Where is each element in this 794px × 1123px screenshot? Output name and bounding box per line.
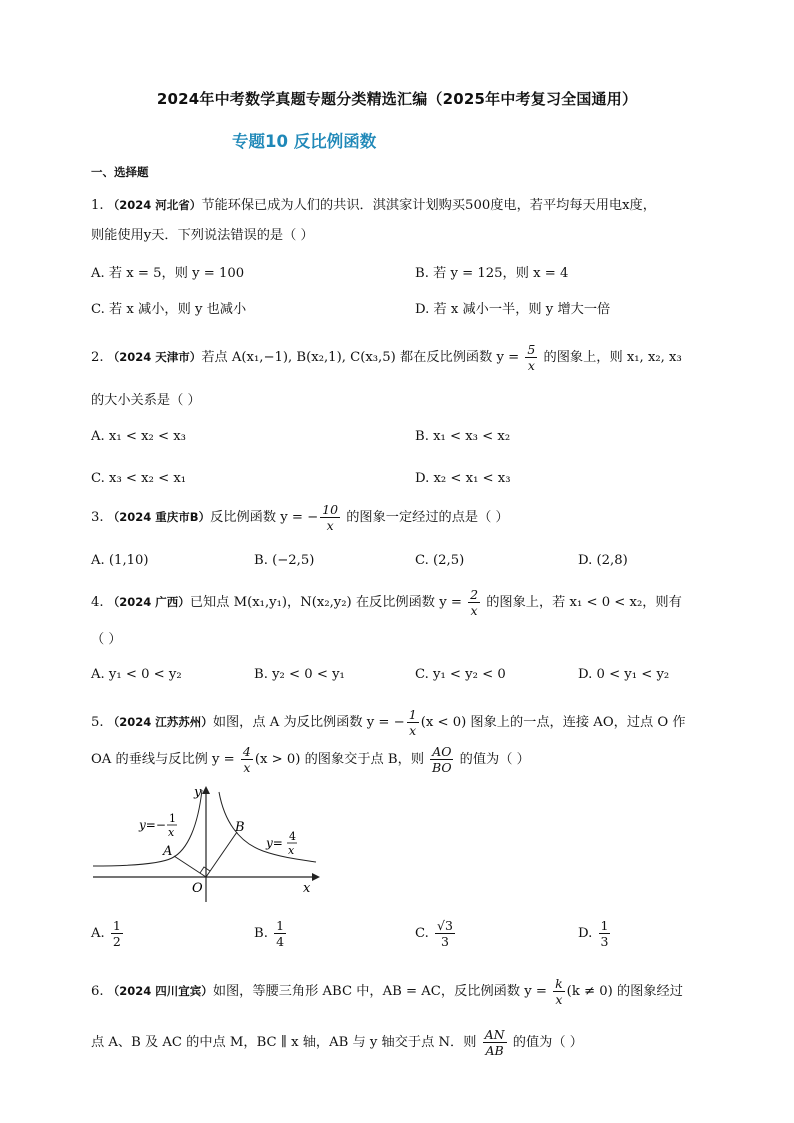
fraction [599,918,611,949]
fraction-denominator: x [470,603,478,618]
left-curve-frac-den: x [168,826,175,839]
q2-option-a[interactable]: A. x₁ < x₂ < x₃ [91,429,186,444]
right-curve-frac-den: x [288,844,295,857]
segment-OA [174,856,206,877]
fraction-numerator: 1 [600,918,609,933]
q1-option-a[interactable]: A. 若 x = 5，则 y = 100 [91,266,245,281]
question-6-line-1 [91,976,683,1007]
x-axis-label: x [303,881,311,896]
question-5-line-1 [91,707,686,738]
fraction [483,1027,507,1058]
question-source: （2024 江苏苏州） [107,715,213,729]
q3-option-a[interactable]: A. (1,10) [91,553,149,568]
fraction [111,918,123,949]
question-source: （2024 重庆市B） [107,510,211,524]
question-text: 点 A、B 及 AC 的中点 M，BC ∥ x 轴，AB 与 y 轴交于点 N．则 [91,1035,481,1050]
question-source: （2024 天津市） [107,350,202,364]
fraction-denominator: 4 [276,934,285,949]
question-source: （2024 广西） [107,595,190,609]
fraction-denominator: 3 [600,934,609,949]
q2-option-b[interactable]: B. x₁ < x₃ < x₂ [415,429,511,444]
q3-option-d[interactable]: D. (2,8) [578,553,628,568]
q3-option-b[interactable]: B. (−2,5) [254,553,315,568]
q1-option-d[interactable]: D. 若 x 减小一半，则 y 增大一倍 [415,302,611,317]
fraction-denominator: x [243,760,251,775]
question-text: 的图象一定经过的点是（ ） [342,510,509,525]
question-text: 节能环保已成为人们的共识．淇淇家计划购买500度电，若平均每天用电x度， [201,198,656,213]
option-letter: A. [91,926,105,941]
fraction [468,587,480,618]
fraction-numerator: 10 [322,502,339,517]
fraction [407,707,419,738]
question-text: 的图象上，则 x₁, x₂, x₃ [539,350,682,365]
question-number: 3. [91,510,104,525]
question-number: 5. [91,715,104,730]
q4-option-a[interactable]: A. y₁ < 0 < y₂ [91,667,182,682]
fraction-numerator: 5 [527,342,536,357]
question-5-line-2 [91,744,530,775]
q1-option-c[interactable]: C. 若 x 减小，则 y 也减小 [91,302,247,317]
section-heading: 一、选择题 [91,165,149,179]
fraction-numerator: k [555,976,563,991]
question-1-line-1 [91,195,656,216]
fraction-denominator: BO [432,760,452,775]
question-text: 如图，等腰三角形 ABC 中，AB = AC，反比例函数 y = [212,984,552,999]
q4-option-c[interactable]: C. y₁ < y₂ < 0 [415,667,506,682]
fraction-numerator: AN [484,1027,505,1042]
right-angle-mark [200,867,210,873]
q2-option-c[interactable]: C. x₃ < x₂ < x₁ [91,471,187,486]
point-a-label: A [163,844,173,859]
fraction-numerator: 4 [242,744,251,759]
question-3-line-1 [91,502,509,533]
question-2-line-2: 的大小关系是（ ） [91,393,201,408]
x-axis-arrow-icon [312,873,320,881]
q4-option-b[interactable]: B. y₂ < 0 < y₁ [254,667,345,682]
document-title: 2024年中考数学真题专题分类精选汇编（2025年中考复习全国通用） [156,90,638,108]
left-curve-label: y=− [139,818,166,832]
question-number: 6. [91,984,104,999]
question-4-line-2: （ ） [91,632,122,647]
fraction [525,342,537,373]
question-number: 1. [91,198,104,213]
question-6-line-2 [91,1027,583,1058]
fraction-numerator: AO [432,744,452,759]
fraction [435,918,455,949]
fraction-denominator: x [409,723,417,738]
q3-option-c[interactable]: C. (2,5) [415,553,465,568]
question-number: 2. [91,350,104,365]
right-curve-frac-num: 4 [289,830,296,843]
question-source: （2024 四川宜宾） [107,984,213,998]
question-1-line-2: 则能使用y天．下列说法错误的是（ ） [91,228,314,243]
question-text: (x > 0) 的图象交于点 B，则 [254,752,429,767]
fraction-denominator: 3 [441,934,449,949]
question-number: 4. [91,595,104,610]
question-text: (x < 0) 图象上的一点，连接 AO，过点 O 作 [420,715,686,730]
fraction-numerator: 1 [408,707,417,722]
question-text: OA 的垂线与反比例 y = [91,752,239,767]
option-letter: B. [254,926,268,941]
question-text: 如图，点 A 为反比例函数 y = − [212,715,405,730]
question-text: 若点 A(x₁,−1), B(x₂,1), C(x₃,5) 都在反比例函数 y = [201,350,524,365]
question-4-line-1 [91,587,682,618]
y-axis-label: y [194,785,202,800]
fraction [430,744,453,775]
right-curve-label: y= [266,836,283,850]
q4-option-d[interactable]: D. 0 < y₁ < y₂ [578,667,670,682]
fraction-denominator: 2 [112,934,121,949]
point-b-label: B [235,820,245,835]
question-text: 反比例函数 y = − [210,510,319,525]
origin-label: O [192,881,203,896]
y-axis-arrow-icon [202,786,210,794]
question-source: （2024 河北省） [107,198,202,212]
question-text: 的值为（ ） [455,752,530,767]
fraction-denominator: AB [485,1043,504,1058]
q5-figure [88,780,328,905]
segment-OB [206,832,237,877]
fraction-numerator: 1 [112,918,121,933]
option-letter: D. [578,926,593,941]
question-text: (k ≠ 0) 的图象经过 [566,984,683,999]
fraction [320,502,340,533]
fraction-numerator: 1 [276,918,285,933]
q5-option-a[interactable] [91,918,125,949]
q1-option-b[interactable]: B. 若 y = 125，则 x = 4 [415,266,569,281]
topic-title: 专题10 反比例函数 [232,132,377,151]
q5-option-b[interactable] [254,918,288,949]
fraction-denominator: x [527,358,535,373]
question-text: 的图象上，若 x₁ < 0 < x₂，则有 [482,595,682,610]
q2-option-d[interactable]: D. x₂ < x₁ < x₃ [415,471,511,486]
question-2-line-1 [91,342,682,373]
q5-option-d[interactable] [578,918,612,949]
option-letter: C. [415,926,429,941]
fraction-numerator: √3 [437,918,453,933]
right-curve [219,792,316,862]
fraction-denominator: x [326,518,334,533]
fraction [241,744,253,775]
question-text: 的值为（ ） [508,1035,583,1050]
fraction [553,976,565,1007]
fraction-denominator: x [555,992,563,1007]
fraction [274,918,286,949]
fraction-numerator: 2 [470,587,479,602]
question-text: 已知点 M(x₁,y₁)，N(x₂,y₂) 在反比例函数 y = [189,595,467,610]
left-curve-frac-num: 1 [169,812,176,825]
q5-option-c[interactable] [415,918,457,949]
